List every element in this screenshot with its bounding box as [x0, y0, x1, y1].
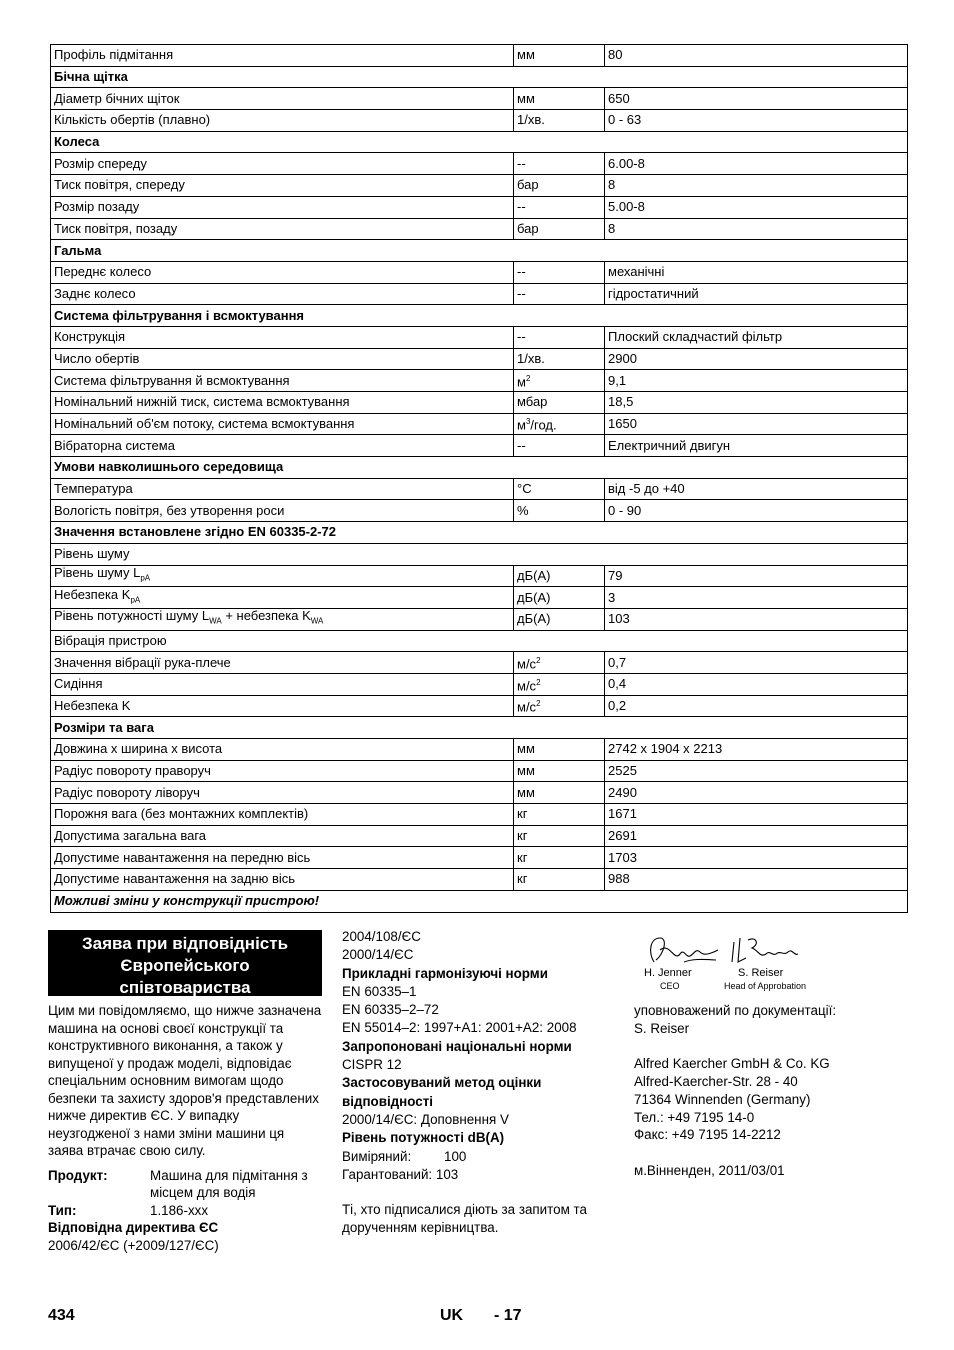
- unit-tail: /год.: [530, 417, 557, 433]
- authorized-name: S. Reiser: [634, 1020, 690, 1036]
- section-label: Гальма: [51, 240, 908, 262]
- spec-param: [51, 435, 514, 457]
- spec-row: [51, 782, 908, 804]
- section-label: Значення встановлене згідно EN 60335-2-72: [51, 522, 908, 544]
- spec-unit: [514, 45, 605, 67]
- spec-unit: [514, 739, 605, 761]
- spec-row: [51, 261, 908, 283]
- unit-text: --: [517, 285, 526, 301]
- param-text: Номінальний нижній тиск, система всмоктування: [54, 394, 350, 410]
- spec-unit: [514, 760, 605, 782]
- subheading-label: Вібрація пристрою: [51, 630, 908, 652]
- spec-param: [51, 110, 514, 132]
- specifications-table: [50, 44, 908, 913]
- directive-1: 2006/42/ЄС (+2009/127/ЄС): [48, 1237, 219, 1253]
- signer1-name: H. Jenner: [644, 967, 692, 979]
- unit-text: дБ(А): [517, 589, 551, 605]
- spec-value: Плоский складчастий фільтр: [605, 326, 908, 348]
- unit-text: мбар: [517, 394, 548, 410]
- spec-param: [51, 804, 514, 826]
- spec-unit: [514, 500, 605, 522]
- spec-row: [51, 652, 908, 674]
- param-text: Переднє колесо: [54, 264, 152, 280]
- param-text: Допустиме навантаження на передню вісь: [54, 849, 311, 865]
- spec-unit: [514, 326, 605, 348]
- spec-value: від -5 до +40: [605, 478, 908, 500]
- spec-row: [51, 695, 908, 717]
- unit-text: 1/хв.: [517, 112, 545, 128]
- company-block: [634, 1055, 914, 1144]
- spec-unit: [514, 869, 605, 891]
- spec-param: [51, 175, 514, 197]
- spec-value: механічні: [605, 261, 908, 283]
- param-text: Діаметр бічних щіток: [54, 90, 180, 106]
- signature-reiser: [724, 932, 807, 991]
- spec-row: [51, 587, 908, 609]
- spec-row: [51, 478, 908, 500]
- spec-param: [51, 478, 514, 500]
- spec-value: 5.00-8: [605, 196, 908, 218]
- spec-value: 2525: [605, 760, 908, 782]
- spec-value: 8: [605, 175, 908, 197]
- spec-row: [51, 110, 908, 132]
- spec-unit: [514, 196, 605, 218]
- section-label: Умови навколишнього середовища: [51, 457, 908, 479]
- spec-unit: [514, 175, 605, 197]
- type-label: Тип:: [48, 1202, 77, 1218]
- section-label: Система фільтрування і всмоктування: [51, 305, 908, 327]
- spec-subheading-row: [51, 630, 908, 652]
- spec-unit: [514, 110, 605, 132]
- param-text: Вологість повітря, без утворення роси: [54, 502, 285, 518]
- spec-value: 9,1: [605, 370, 908, 392]
- param-text: Допустима загальна вага: [54, 828, 207, 844]
- param-text: Сидіння: [54, 676, 103, 692]
- param-text: Профіль підмітання: [54, 47, 174, 63]
- spec-unit: [514, 782, 605, 804]
- spec-param: [51, 587, 514, 609]
- spec-value: 80: [605, 45, 908, 67]
- signer2-name: S. Reiser: [738, 967, 784, 979]
- spec-row: [51, 847, 908, 869]
- spec-row: [51, 435, 908, 457]
- unit-text: м/с: [517, 677, 537, 693]
- spec-row: [51, 175, 908, 197]
- measured-row: [342, 1148, 614, 1166]
- param-text: Допустиме навантаження на задню вісь: [54, 871, 296, 887]
- spec-unit: [514, 88, 605, 110]
- spec-row: [51, 45, 908, 67]
- national-norm-1: CISPR 12: [342, 1057, 402, 1073]
- spec-param: [51, 326, 514, 348]
- unit-text: м/с: [517, 656, 537, 672]
- declaration-column-1: [48, 930, 322, 1254]
- unit-text: мм: [517, 47, 535, 63]
- spec-unit: [514, 218, 605, 240]
- param-text: Тиск повітря, спереду: [54, 177, 185, 193]
- unit-text: дБ(А): [517, 567, 551, 583]
- param-mid-text: + небезпека K: [221, 608, 311, 624]
- spec-value: 6.00-8: [605, 153, 908, 175]
- param-text: Система фільтрування й всмоктування: [54, 372, 290, 388]
- unit-text: м/с: [517, 699, 537, 715]
- page-number-total: 434: [48, 1307, 75, 1324]
- spec-param: [51, 370, 514, 392]
- unit-text: --: [517, 264, 526, 280]
- spec-unit: [514, 478, 605, 500]
- spec-unit: [514, 825, 605, 847]
- spec-unit: [514, 413, 605, 435]
- param-text: Рівень потужності шуму L: [54, 608, 210, 624]
- spec-row: [51, 370, 908, 392]
- declaration-intro: Цим ми повідомляємо, що нижче зазначена машина на основі своєї конструкції та конструктивного виконання, а також у випущеної у продаж моделі, відповідає спеціальним основним вимогам щодо безпеки та захисту здоров'я представлених нижче директив ЄС. У випадку неузгодженої з нами зміни машини ця заява втрачає свою силу.: [48, 1003, 322, 1158]
- unit-text: 1/хв.: [517, 350, 545, 366]
- spec-unit: [514, 587, 605, 609]
- param-subscript: WA: [209, 617, 222, 627]
- unit-text: --: [517, 155, 526, 171]
- declaration-column-3: [634, 932, 914, 1180]
- section-label: Колеса: [51, 131, 908, 153]
- spec-value: 1703: [605, 847, 908, 869]
- spec-param: [51, 283, 514, 305]
- unit-text: мм: [517, 784, 535, 800]
- signatories-note: Ті, хто підписалися діють за запитом та дорученням керівництва.: [342, 1202, 587, 1236]
- power-heading: Рівень потужності dB(A): [342, 1130, 505, 1146]
- spec-value: Електричний двигун: [605, 435, 908, 457]
- spec-subheading-row: [51, 543, 908, 565]
- place-date-block: [634, 1162, 914, 1180]
- section-label: Розміри та вага: [51, 717, 908, 739]
- param-text: Небезпека K: [54, 697, 131, 713]
- spec-param: [51, 825, 514, 847]
- unit-text: --: [517, 329, 526, 345]
- spec-param: [51, 218, 514, 240]
- measured-value: 100: [444, 1148, 467, 1164]
- param-text: Температура: [54, 481, 133, 497]
- unit-text: м: [517, 374, 526, 390]
- unit-text: дБ(А): [517, 611, 551, 627]
- spec-section-row: [51, 240, 908, 262]
- spec-unit: [514, 608, 605, 630]
- spec-param: [51, 392, 514, 414]
- directive-3: 2000/14/ЄС: [342, 947, 414, 963]
- param-text: Конструкція: [54, 329, 126, 345]
- param-text: Розмір спереду: [54, 155, 147, 171]
- unit-text: мм: [517, 90, 535, 106]
- signer1-role: CEO: [660, 981, 680, 991]
- spec-unit: [514, 673, 605, 695]
- spec-value: 3: [605, 587, 908, 609]
- spec-unit: [514, 435, 605, 457]
- spec-unit: [514, 153, 605, 175]
- param-text: Значення вібрації рука-плече: [54, 654, 231, 670]
- param-text: Кількість обертів (плавно): [54, 112, 211, 128]
- unit-text: мм: [517, 741, 535, 757]
- param-text: Порожня вага (без монтажних комплектів): [54, 806, 309, 822]
- spec-param: [51, 652, 514, 674]
- spec-value: 650: [605, 88, 908, 110]
- param-text: Рівень шуму L: [54, 565, 141, 581]
- param-text: Радіус повороту праворуч: [54, 763, 211, 779]
- spec-param: [51, 695, 514, 717]
- param-text: Заднє колесо: [54, 285, 136, 301]
- type-value: 1.186-xxx: [150, 1202, 209, 1218]
- spec-row: [51, 608, 908, 630]
- spec-param: [51, 782, 514, 804]
- spec-param: [51, 673, 514, 695]
- directive-2: 2004/108/ЄС: [342, 929, 421, 944]
- spec-unit: [514, 283, 605, 305]
- signatures: [634, 932, 914, 998]
- spec-row: [51, 825, 908, 847]
- param-subscript: pA: [130, 595, 141, 605]
- spec-value: 0,2: [605, 695, 908, 717]
- spec-param: [51, 153, 514, 175]
- spec-value: гідростатичний: [605, 283, 908, 305]
- company-city: 71364 Winnenden (Germany): [634, 1091, 811, 1107]
- spec-row: [51, 153, 908, 175]
- spec-section-row: [51, 305, 908, 327]
- measured-label: Виміряний:: [342, 1148, 412, 1164]
- guaranteed-row: Гарантований: 103: [342, 1166, 459, 1182]
- spec-param: [51, 869, 514, 891]
- section-label: Бічна щітка: [51, 66, 908, 88]
- spec-unit: [514, 847, 605, 869]
- product-row: [48, 1167, 322, 1202]
- spec-row: [51, 565, 908, 587]
- unit-superscript: 2: [536, 655, 541, 665]
- unit-superscript: 2: [536, 699, 541, 709]
- signature-jenner: [640, 932, 720, 991]
- spec-unit: [514, 652, 605, 674]
- spec-param: [51, 261, 514, 283]
- spec-value: 0 - 90: [605, 500, 908, 522]
- spec-section-row: [51, 717, 908, 739]
- company-phone: Тел.: +49 7195 14-0: [634, 1109, 755, 1125]
- spec-param: [51, 88, 514, 110]
- spec-row: [51, 392, 908, 414]
- spec-row: [51, 673, 908, 695]
- spec-value: 1650: [605, 413, 908, 435]
- spec-row: [51, 348, 908, 370]
- param-text: Розмір позаду: [54, 199, 140, 215]
- unit-text: бар: [517, 177, 539, 193]
- spec-param: [51, 847, 514, 869]
- spec-param: [51, 413, 514, 435]
- spec-row: [51, 196, 908, 218]
- directive-heading: Відповідна директива ЄС: [48, 1220, 219, 1235]
- page-number-local-text: - 17: [494, 1307, 522, 1324]
- company-name: Alfred Kaercher GmbH & Co. KG: [634, 1056, 830, 1072]
- unit-text: кг: [517, 806, 528, 822]
- param-text: Тиск повітря, позаду: [54, 220, 178, 236]
- specifications-body: [51, 45, 908, 913]
- signature-reiser-image: [726, 932, 806, 968]
- spec-value: 2742 x 1904 x 2213: [605, 739, 908, 761]
- spec-param: [51, 500, 514, 522]
- unit-text: кг: [517, 871, 528, 887]
- spec-section-row: [51, 66, 908, 88]
- authorized-text: уповноважений по документації:: [634, 1003, 837, 1018]
- unit-superscript: 3: [525, 417, 531, 427]
- spec-row: [51, 804, 908, 826]
- product-value: Машина для підмітання з місцем для водія: [150, 1167, 308, 1200]
- heading-line-1: Заява при відповідність: [81, 934, 289, 953]
- spec-value: 103: [605, 608, 908, 630]
- language-code: UK: [440, 1307, 464, 1324]
- subheading-label: Рівень шуму: [51, 543, 908, 565]
- spec-row: [51, 760, 908, 782]
- spec-value: 0,7: [605, 652, 908, 674]
- spec-row: [51, 413, 908, 435]
- spec-param: [51, 760, 514, 782]
- national-norms-heading: Запропоновані національні норми: [342, 1038, 572, 1054]
- param-text: Число обертів: [54, 350, 140, 366]
- spec-unit: [514, 348, 605, 370]
- spec-row: [51, 500, 908, 522]
- unit-text: --: [517, 199, 526, 215]
- method-heading: Застосовуваний метод оцінки відповідності: [342, 1075, 542, 1109]
- unit-text: бар: [517, 220, 539, 236]
- unit-text: кг: [517, 828, 528, 844]
- spec-row: [51, 218, 908, 240]
- spec-row: [51, 283, 908, 305]
- norm-2: EN 60335–2–72: [342, 1002, 439, 1018]
- param-text: Довжина х ширина х висота: [54, 741, 223, 757]
- signature-jenner-image: [640, 932, 720, 968]
- unit-text: °C: [517, 481, 532, 497]
- spec-unit: [514, 261, 605, 283]
- param-text: Вібраторна система: [54, 437, 175, 453]
- spec-value: 2691: [605, 825, 908, 847]
- spec-section-row: [51, 457, 908, 479]
- spec-row: [51, 88, 908, 110]
- spec-row: [51, 326, 908, 348]
- spec-unit: [514, 370, 605, 392]
- place-date: м.Вінненден, 2011/03/01: [634, 1162, 785, 1178]
- spec-row: [51, 739, 908, 761]
- spec-unit: [514, 392, 605, 414]
- heading-line-2: Європейського: [120, 956, 250, 975]
- spec-value: 0 - 63: [605, 110, 908, 132]
- spec-value: 988: [605, 869, 908, 891]
- unit-text: %: [517, 502, 529, 518]
- company-street: Alfred-Kaercher-Str. 28 - 40: [634, 1074, 798, 1090]
- param-text: Номінальний об'єм потоку, система всмоктування: [54, 416, 355, 432]
- note-label: Можливі зміни у конструкції пристрою!: [51, 890, 908, 912]
- norm-1: EN 60335–1: [342, 983, 417, 999]
- spec-value: 1671: [605, 804, 908, 826]
- spec-unit: [514, 804, 605, 826]
- param-text: Радіус повороту ліворуч: [54, 784, 200, 800]
- company-fax: Факс: +49 7195 14-2212: [634, 1127, 781, 1143]
- unit-text: мм: [517, 763, 535, 779]
- spec-value: 2490: [605, 782, 908, 804]
- unit-superscript: 2: [536, 677, 541, 687]
- spec-unit: [514, 695, 605, 717]
- spec-param: [51, 348, 514, 370]
- declaration-column-2: [342, 928, 614, 1238]
- page-number-local: [494, 1307, 522, 1325]
- spec-param: [51, 608, 514, 630]
- method-value: 2000/14/ЄС: Доповнення V: [342, 1111, 509, 1127]
- heading-line-3: співтовариства: [119, 978, 251, 997]
- type-row: [48, 1202, 322, 1220]
- spec-note-row: [51, 890, 908, 912]
- spec-param: [51, 739, 514, 761]
- spec-value: 2900: [605, 348, 908, 370]
- spec-section-row: [51, 522, 908, 544]
- unit-superscript: 2: [525, 373, 531, 383]
- spec-param: [51, 45, 514, 67]
- spec-value: 79: [605, 565, 908, 587]
- signer2-role: Head of Approbation: [724, 981, 807, 991]
- param-subscript: WA: [310, 617, 324, 627]
- unit-text: --: [517, 437, 526, 453]
- param-subscript: pA: [140, 573, 151, 583]
- product-label: Продукт:: [48, 1167, 108, 1183]
- spec-section-row: [51, 131, 908, 153]
- unit-text: м: [517, 417, 526, 433]
- spec-value: 8: [605, 218, 908, 240]
- param-text: Небезпека K: [54, 586, 131, 602]
- spec-value: 0,4: [605, 673, 908, 695]
- spec-param: [51, 565, 514, 587]
- spec-param: [51, 196, 514, 218]
- spec-row: [51, 869, 908, 891]
- authorized-block: [634, 1002, 914, 1037]
- spec-value: 18,5: [605, 392, 908, 414]
- spec-unit: [514, 565, 605, 587]
- declaration-heading: [48, 930, 322, 996]
- applied-norms-heading: Прикладні гармонізуючі норми: [342, 965, 548, 981]
- norm-3: EN 55014–2: 1997+A1: 2001+A2: 2008: [342, 1020, 577, 1036]
- unit-text: кг: [517, 849, 528, 865]
